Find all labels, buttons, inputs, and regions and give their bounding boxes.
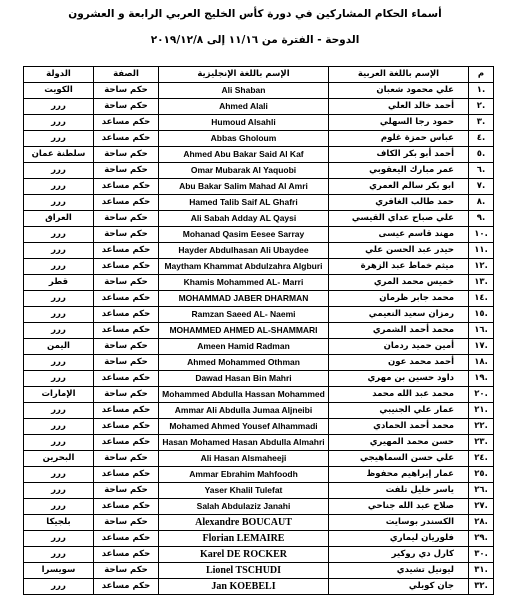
table-row [24,339,494,355]
table-row [24,467,494,483]
header-role: الصفة [94,67,159,83]
table-row [24,563,494,579]
cell-name-english: Hamed Talib Saif AL Ghafri [159,195,329,211]
cell-name-english: Omar Mubarak Al Yaquobi [159,163,329,179]
cell-number: .٦ [469,163,494,179]
cell-name-arabic: صلاح عبد الله جناحي [329,499,469,515]
cell-name-english: Alexandre BOUCAUT [159,515,329,531]
table-row [24,371,494,387]
cell-name-english: Khamis Mohammed AL- Marri [159,275,329,291]
cell-name-english: Lionel TSCHUDI [159,563,329,579]
cell-name-arabic: علي محمود شعبان [329,83,469,99]
cell-role: حكم مساعد [94,131,159,147]
cell-country: ررر [24,195,94,211]
cell-country: ررر [24,291,94,307]
cell-name-english: Dawad Hasan Bin Mahri [159,371,329,387]
cell-role: حكم مساعد [94,243,159,259]
cell-number: .٢٩ [469,531,494,547]
table-row [24,243,494,259]
cell-name-english: MOHAMMED AHMED AL-SHAMMARI [159,323,329,339]
cell-country: ررر [24,355,94,371]
cell-country: ررر [24,323,94,339]
cell-name-english: Yaser Khalil Tulefat [159,483,329,499]
table-row [24,531,494,547]
table-row [24,387,494,403]
cell-country: ررر [24,243,94,259]
cell-number: .٣١ [469,563,494,579]
cell-name-arabic: فلوريان ليماري [329,531,469,547]
table-header-row [24,67,494,83]
table-row [24,451,494,467]
cell-name-arabic: حمد طالب الغافري [329,195,469,211]
cell-name-arabic: خميس محمد المري [329,275,469,291]
cell-number: .٢٥ [469,467,494,483]
table-row [24,163,494,179]
cell-name-english: Salah Abdulaziz Janahi [159,499,329,515]
cell-name-english: Karel DE ROCKER [159,547,329,563]
cell-role: حكم ساحة [94,387,159,403]
cell-name-english: Hasan Mohamed Hasan Abdulla Almahri [159,435,329,451]
cell-name-english: Ameen Hamid Radman [159,339,329,355]
cell-name-arabic: محمد أحمد الحمادي [329,419,469,435]
cell-name-english: Ahmed Alali [159,99,329,115]
cell-role: حكم ساحة [94,163,159,179]
cell-name-english: MOHAMMAD JABER DHARMAN [159,291,329,307]
table-row [24,83,494,99]
cell-name-arabic: أمين حميد ردمان [329,339,469,355]
cell-number: .٧ [469,179,494,195]
cell-name-arabic: ليونيل تشيدي [329,563,469,579]
cell-number: .١٦ [469,323,494,339]
table-row [24,307,494,323]
cell-name-english: Ali Hasan Alsmaheeji [159,451,329,467]
cell-role: حكم ساحة [94,515,159,531]
cell-name-arabic: الكسندر بوسايت [329,515,469,531]
cell-role: حكم مساعد [94,115,159,131]
cell-name-english: Ali Sabah Adday AL Qaysi [159,211,329,227]
table-body [24,83,494,595]
cell-country: ررر [24,259,94,275]
referees-table [23,66,494,595]
table-row [24,435,494,451]
table-row [24,179,494,195]
cell-name-arabic: رمزان سعيد النعيمي [329,307,469,323]
cell-role: حكم مساعد [94,195,159,211]
header-number: م [469,67,494,83]
cell-name-arabic: محمد عبد الله محمد [329,387,469,403]
cell-number: .٥ [469,147,494,163]
cell-number: .٢٣ [469,435,494,451]
cell-number: .١ [469,83,494,99]
cell-name-english: Humoud Alsahli [159,115,329,131]
cell-name-english: Abbas Gholoum [159,131,329,147]
header-name-english: الإسم باللغة الإنجليزية [159,67,329,83]
cell-country: العراق [24,211,94,227]
table-row [24,547,494,563]
cell-name-arabic: علي حسن السماهيجي [329,451,469,467]
table-row [24,211,494,227]
cell-role: حكم مساعد [94,403,159,419]
cell-number: .١٢ [469,259,494,275]
cell-name-arabic: جان كوبلي [329,579,469,595]
cell-number: .١٤ [469,291,494,307]
cell-name-arabic: حمود رجا السهلي [329,115,469,131]
table-row [24,355,494,371]
table-row [24,99,494,115]
cell-role: حكم مساعد [94,435,159,451]
cell-name-arabic: علي صباح عداي القيسي [329,211,469,227]
cell-name-english: Ahmed Mohammed Othman [159,355,329,371]
cell-name-arabic: عمر مبارك اليعقوبي [329,163,469,179]
cell-role: حكم ساحة [94,83,159,99]
table-row [24,259,494,275]
cell-name-arabic: كارل دي روكير [329,547,469,563]
cell-country: البحرين [24,451,94,467]
cell-country: ررر [24,435,94,451]
cell-role: حكم ساحة [94,99,159,115]
cell-role: حكم ساحة [94,355,159,371]
table-row [24,131,494,147]
table-row [24,323,494,339]
cell-country: سويسرا [24,563,94,579]
cell-role: حكم مساعد [94,547,159,563]
table-row [24,115,494,131]
cell-name-arabic: أحمد أبو بكر الكاف [329,147,469,163]
cell-country: ررر [24,499,94,515]
cell-role: حكم ساحة [94,339,159,355]
cell-name-english: Jan KOEBELI [159,579,329,595]
table-row [24,291,494,307]
cell-name-arabic: حسن محمد المهيري [329,435,469,451]
cell-role: حكم ساحة [94,483,159,499]
cell-number: .٣٢ [469,579,494,595]
cell-number: .٢٠ [469,387,494,403]
cell-role: حكم مساعد [94,179,159,195]
cell-country: ررر [24,579,94,595]
table-row [24,579,494,595]
cell-number: .١٠ [469,227,494,243]
cell-name-english: Abu Bakar Salim Mahad Al Amri [159,179,329,195]
cell-number: .٢٦ [469,483,494,499]
cell-country: ررر [24,467,94,483]
cell-role: حكم مساعد [94,291,159,307]
cell-name-english: Ammar Ali Abdulla Jumaa Aljneibi [159,403,329,419]
cell-number: .١٥ [469,307,494,323]
table-row [24,515,494,531]
cell-country: ررر [24,403,94,419]
cell-number: .٣ [469,115,494,131]
cell-role: حكم مساعد [94,259,159,275]
cell-name-arabic: حيدر عبد الحسن علي [329,243,469,259]
cell-country: سلطنة عمان [24,147,94,163]
cell-country: ررر [24,483,94,499]
cell-name-arabic: أحمد محمد عون [329,355,469,371]
cell-name-arabic: عمار إبراهيم محفوظ [329,467,469,483]
table-row [24,275,494,291]
cell-name-arabic: محمد أحمد الشمري [329,323,469,339]
table-row [24,483,494,499]
cell-name-english: Ali Shaban [159,83,329,99]
cell-role: حكم مساعد [94,307,159,323]
document-title: أسماء الحكام المشاركين في دورة كأس الخليج العربي الرابعة و العشرون [68,8,442,20]
cell-name-english: Mohamed Ahmed Yousef Alhammadi [159,419,329,435]
cell-number: .٤ [469,131,494,147]
cell-number: .٢٤ [469,451,494,467]
cell-name-arabic: داود حسين بن مهري [329,371,469,387]
table-row [24,403,494,419]
cell-number: .١٨ [469,355,494,371]
cell-number: .٢٢ [469,419,494,435]
cell-role: حكم ساحة [94,147,159,163]
cell-name-arabic: ميثم خماط عبد الزهرة [329,259,469,275]
cell-country: ررر [24,547,94,563]
cell-number: .١٣ [469,275,494,291]
cell-country: ررر [24,163,94,179]
cell-name-english: Florian LEMAIRE [159,531,329,547]
cell-country: ررر [24,371,94,387]
cell-name-english: Ammar Ebrahim Mahfoodh [159,467,329,483]
cell-number: .١٧ [469,339,494,355]
table-row [24,195,494,211]
cell-role: حكم ساحة [94,563,159,579]
cell-country: الكويت [24,83,94,99]
cell-number: .٨ [469,195,494,211]
cell-role: حكم مساعد [94,579,159,595]
cell-country: ررر [24,531,94,547]
table-row [24,419,494,435]
table-row [24,499,494,515]
cell-name-arabic: مهند قاسم عيسى [329,227,469,243]
cell-role: حكم ساحة [94,227,159,243]
cell-role: حكم مساعد [94,323,159,339]
cell-name-arabic: عمار علي الجنيبي [329,403,469,419]
cell-name-english: Ramzan Saeed AL- Naemi [159,307,329,323]
cell-country: ررر [24,115,94,131]
cell-role: حكم مساعد [94,531,159,547]
cell-name-arabic: أحمد خالد العلي [329,99,469,115]
cell-name-arabic: ابو بكر سالم العمري [329,179,469,195]
cell-number: .٢٨ [469,515,494,531]
cell-name-english: Maytham Khammat Abdulzahra Algburi [159,259,329,275]
table-row [24,227,494,243]
cell-name-english: Mohanad Qasim Eesee Sarray [159,227,329,243]
cell-role: حكم مساعد [94,499,159,515]
cell-country: قطر [24,275,94,291]
document-subtitle: الدوحة - الفترة من ١١/١٦ إلى ٢٠١٩/١٢/٨ [150,34,360,46]
cell-role: حكم ساحة [94,211,159,227]
cell-country: الإمارات [24,387,94,403]
cell-name-arabic: ياسر خليل تلفت [329,483,469,499]
cell-number: .١٩ [469,371,494,387]
cell-name-arabic: محمد جابر ظرمان [329,291,469,307]
cell-name-english: Mohammed Abdulla Hassan Mohammed [159,387,329,403]
cell-role: حكم مساعد [94,467,159,483]
cell-number: .٢٧ [469,499,494,515]
header-name-arabic: الإسم باللغة العربية [329,67,469,83]
cell-role: حكم ساحة [94,451,159,467]
header-country: الدولة [24,67,94,83]
cell-country: ررر [24,179,94,195]
cell-country: اليمن [24,339,94,355]
cell-country: ررر [24,307,94,323]
cell-country: ررر [24,227,94,243]
cell-country: ررر [24,419,94,435]
cell-number: .٩ [469,211,494,227]
cell-country: ررر [24,131,94,147]
cell-role: حكم مساعد [94,371,159,387]
cell-country: بلجيكا [24,515,94,531]
cell-name-english: Ahmed Abu Bakar Said Al Kaf [159,147,329,163]
cell-number: .٣٠ [469,547,494,563]
cell-number: .٢١ [469,403,494,419]
cell-number: .١١ [469,243,494,259]
cell-role: حكم مساعد [94,419,159,435]
cell-role: حكم ساحة [94,275,159,291]
cell-name-english: Hayder Abdulhasan Ali Ubaydee [159,243,329,259]
cell-country: ررر [24,99,94,115]
cell-name-arabic: عباس حمزة غلوم [329,131,469,147]
table-row [24,147,494,163]
cell-number: .٢ [469,99,494,115]
